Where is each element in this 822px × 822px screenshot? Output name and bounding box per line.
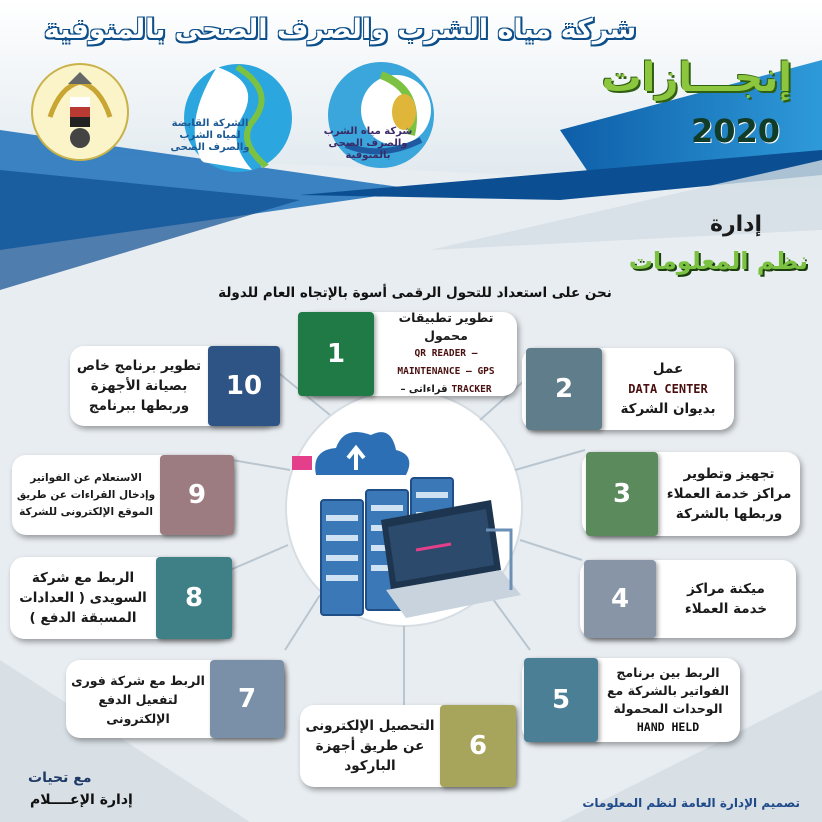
item-1-latin-1: QR READER – — [414, 348, 478, 359]
footer-design-credit: تصميم الإدارة العامة لنظم المعلومات — [582, 796, 800, 810]
achievement-card-9 — [12, 455, 232, 535]
footer-thanks: مع تحيات — [28, 770, 92, 786]
page-title: شركة مياه الشرب والصرف الصحى بالمنوفية — [43, 14, 637, 45]
item-8-line-1: الربط مع شركة — [31, 570, 135, 586]
item-3-line-2: مراكز خدمة العملاء — [666, 486, 792, 502]
item-4-line-2: خدمة العملاء — [684, 601, 768, 617]
achievement-card-3 — [582, 452, 800, 536]
item-2-latin-1: DATA CENTER — [628, 382, 708, 396]
achievement-card-7 — [66, 660, 284, 738]
item-1-suffix: قراءاتى – — [400, 384, 448, 395]
item-number-9: 9 — [160, 455, 234, 535]
item-9-line-2: وإدخال القراءات عن طريق — [16, 488, 156, 501]
achievements-label: إنجـــازات — [601, 55, 792, 101]
item-2-line-1: عمل — [652, 361, 684, 377]
item-text-3 — [660, 452, 798, 536]
item-3-line-3: وربطها بالشركة — [675, 506, 783, 522]
item-10-line-1: تطوير برنامج خاص — [76, 358, 202, 374]
item-2-after-1: بديوان الشركة — [620, 401, 716, 417]
achievement-card-1 — [302, 312, 517, 396]
item-7-line-2: لتفعيل الدفع — [98, 691, 178, 707]
item-number-7: 7 — [210, 660, 284, 738]
menoufia-company-logo-text: شركة مياه الشرب والصرف الصحى بالمنوفية — [323, 126, 413, 161]
achievement-card-5 — [522, 658, 740, 742]
servers-laptop-illustration-icon — [286, 420, 526, 620]
item-6-line-3: الباركود — [344, 758, 396, 774]
item-9-line-1: الاستعلام عن الفواتير — [30, 471, 142, 484]
item-8-line-3: المسبقة الدفع ) — [29, 610, 137, 626]
item-number-5: 5 — [524, 658, 598, 742]
item-8-line-2: السويدى ( العدادات — [19, 590, 147, 606]
item-text-8 — [12, 557, 154, 639]
item-1-latin-3: TRACKER — [451, 384, 492, 395]
holding-company-logo-text: الشركة القابضة لمياه الشرب والصرف الصحى — [170, 118, 250, 153]
item-text-4 — [658, 560, 794, 638]
item-6-line-1: التحصيل الإلكترونى — [305, 718, 435, 734]
item-number-1: 1 — [298, 312, 374, 396]
item-4-line-1: ميكنة مراكز — [687, 581, 765, 597]
item-1-line-1: تطوير تطبيقات محمول — [398, 310, 494, 343]
item-3-line-1: تجهيز وتطوير — [683, 466, 775, 482]
department-label: إدارة — [709, 212, 762, 237]
item-5-line-3: الوحدات المحمولة — [613, 701, 723, 716]
item-text-9 — [14, 455, 158, 535]
item-number-4: 4 — [584, 560, 656, 638]
item-5-latin-1: HAND HELD — [636, 720, 700, 734]
governorate-emblem-icon — [30, 62, 130, 162]
item-number-10: 10 — [208, 346, 280, 426]
item-number-3: 3 — [586, 452, 658, 536]
item-7-line-1: الربط مع شركة فورى — [71, 672, 205, 688]
achievement-card-2 — [522, 348, 734, 430]
item-1-latin-2: MAINTENANCE – GPS — [397, 366, 495, 377]
item-text-2 — [604, 348, 732, 430]
subtitle: نحن على استعداد للتحول الرقمى أسوة بالإتجاه العام للدولة — [218, 285, 612, 301]
item-9-line-3: الموقع الإلكترونى للشركة — [19, 505, 153, 518]
achievement-card-6 — [300, 705, 514, 787]
department-name: نظم المعلومات — [628, 247, 808, 275]
item-text-1 — [376, 310, 516, 395]
item-text-6 — [302, 705, 438, 787]
item-5-line-2: الفواتير بالشركة مع — [606, 683, 730, 698]
item-text-5 — [598, 658, 738, 742]
item-number-2: 2 — [526, 348, 602, 430]
item-10-line-3: وربطها ببرنامج — [88, 398, 190, 414]
item-6-line-2: عن طريق أجهزة — [315, 738, 425, 754]
item-7-line-3: الإلكترونى — [106, 710, 170, 726]
achievement-card-10 — [70, 346, 276, 426]
item-5-line-1: الربط بين برنامج — [616, 665, 720, 680]
footer-media-dept: إدارة الإعــــلام — [30, 792, 133, 808]
item-text-10 — [72, 346, 206, 426]
achievement-card-4 — [580, 560, 796, 638]
item-10-line-2: بصيانة الأجهزة — [90, 378, 188, 394]
year-label: 2020 — [690, 112, 780, 150]
item-text-7 — [68, 660, 208, 738]
item-number-8: 8 — [156, 557, 232, 639]
achievement-card-8 — [10, 557, 230, 639]
item-number-6: 6 — [440, 705, 516, 787]
